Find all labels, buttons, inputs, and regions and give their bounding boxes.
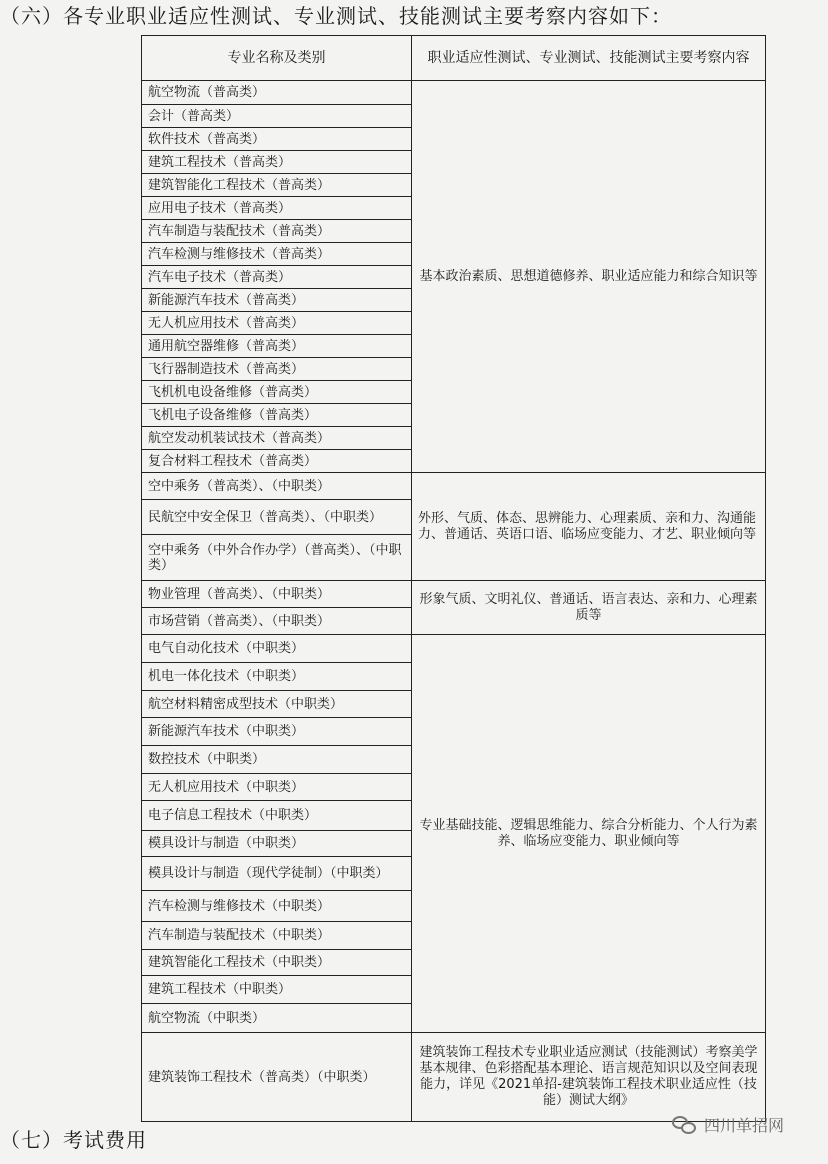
major-cell: 航空物流（普高类）	[142, 81, 412, 105]
header-major-name: 专业名称及类别	[142, 36, 412, 81]
major-cell: 航空物流（中职类）	[142, 1004, 412, 1033]
major-cell: 模具设计与制造（中职类）	[142, 831, 412, 857]
major-cell: 电子信息工程技术（中职类）	[142, 801, 412, 831]
major-cell: 建筑工程技术（普高类）	[142, 151, 412, 174]
watermark	[672, 1113, 784, 1136]
major-cell: 空中乘务（中外合作办学）（普高类）、（中职类）	[142, 535, 412, 581]
content-cell: 外形、气质、体态、思辨能力、心理素质、亲和力、沟通能力、普通话、英语口语、临场应变能力、才艺、职业倾向等	[412, 473, 766, 581]
major-cell: 建筑智能化工程技术（中职类）	[142, 950, 412, 976]
major-cell: 物业管理（普高类）、（中职类）	[142, 581, 412, 608]
major-cell: 空中乘务（普高类）、（中职类）	[142, 473, 412, 500]
section-heading-seven: （七）考试费用	[0, 1128, 147, 1152]
assessment-table	[141, 35, 766, 1122]
major-cell: 汽车制造与装配技术（中职类）	[142, 922, 412, 950]
major-cell: 机电一体化技术（中职类）	[142, 663, 412, 691]
section-heading-six: （六）各专业职业适应性测试、专业测试、技能测试主要考察内容如下：	[0, 4, 672, 28]
major-cell: 数控技术（中职类）	[142, 746, 412, 774]
watermark-text: 四川单招网	[704, 1116, 785, 1135]
major-cell: 汽车检测与维修技术（普高类）	[142, 243, 412, 266]
major-cell: 市场营销（普高类）、（中职类）	[142, 608, 412, 635]
major-cell: 无人机应用技术（普高类）	[142, 312, 412, 335]
major-cell: 会计（普高类）	[142, 105, 412, 128]
major-cell: 汽车电子技术（普高类）	[142, 266, 412, 289]
table-row	[142, 635, 766, 663]
major-cell: 民航空中安全保卫（普高类）、（中职类）	[142, 500, 412, 535]
major-cell: 电气自动化技术（中职类）	[142, 635, 412, 663]
major-cell: 飞机机电设备维修（普高类）	[142, 381, 412, 404]
major-cell: 通用航空器维修（普高类）	[142, 335, 412, 358]
content-cell: 建筑装饰工程技术专业职业适应测试（技能测试）考察美学基本规律、色彩搭配基本理论、语言规范知识以及空间表现能力，详见《2021单招-建筑装饰工程技术职业适应性（技能）测试大纲》	[412, 1033, 766, 1122]
table-row	[142, 581, 766, 608]
major-cell: 建筑工程技术（中职类）	[142, 976, 412, 1004]
table-row	[142, 1033, 766, 1122]
major-cell: 航空发动机装试技术（普高类）	[142, 427, 412, 450]
table-row	[142, 81, 766, 105]
major-cell: 飞机电子设备维修（普高类）	[142, 404, 412, 427]
major-cell: 无人机应用技术（中职类）	[142, 774, 412, 801]
major-cell: 建筑装饰工程技术（普高类）（中职类）	[142, 1033, 412, 1122]
major-cell: 新能源汽车技术（普高类）	[142, 289, 412, 312]
wechat-icon	[672, 1114, 698, 1136]
major-cell: 建筑智能化工程技术（普高类）	[142, 174, 412, 197]
content-cell: 专业基础技能、逻辑思维能力、综合分析能力、个人行为素养、临场应变能力、职业倾向等	[412, 635, 766, 1033]
major-cell: 软件技术（普高类）	[142, 128, 412, 151]
major-cell: 汽车制造与装配技术（普高类）	[142, 220, 412, 243]
table-row	[142, 473, 766, 500]
major-cell: 航空材料精密成型技术（中职类）	[142, 691, 412, 718]
content-cell: 形象气质、文明礼仪、普通话、语言表达、亲和力、心理素质等	[412, 581, 766, 635]
major-cell: 飞行器制造技术（普高类）	[142, 358, 412, 381]
major-cell: 模具设计与制造（现代学徒制）（中职类）	[142, 857, 412, 891]
table-header-row	[142, 36, 766, 81]
content-cell: 基本政治素质、思想道德修养、职业适应能力和综合知识等	[412, 81, 766, 473]
major-cell: 复合材料工程技术（普高类）	[142, 450, 412, 473]
major-cell: 新能源汽车技术（中职类）	[142, 718, 412, 746]
major-cell: 汽车检测与维修技术（中职类）	[142, 891, 412, 922]
header-assessment-content: 职业适应性测试、专业测试、技能测试主要考察内容	[412, 36, 766, 81]
major-cell: 应用电子技术（普高类）	[142, 197, 412, 220]
